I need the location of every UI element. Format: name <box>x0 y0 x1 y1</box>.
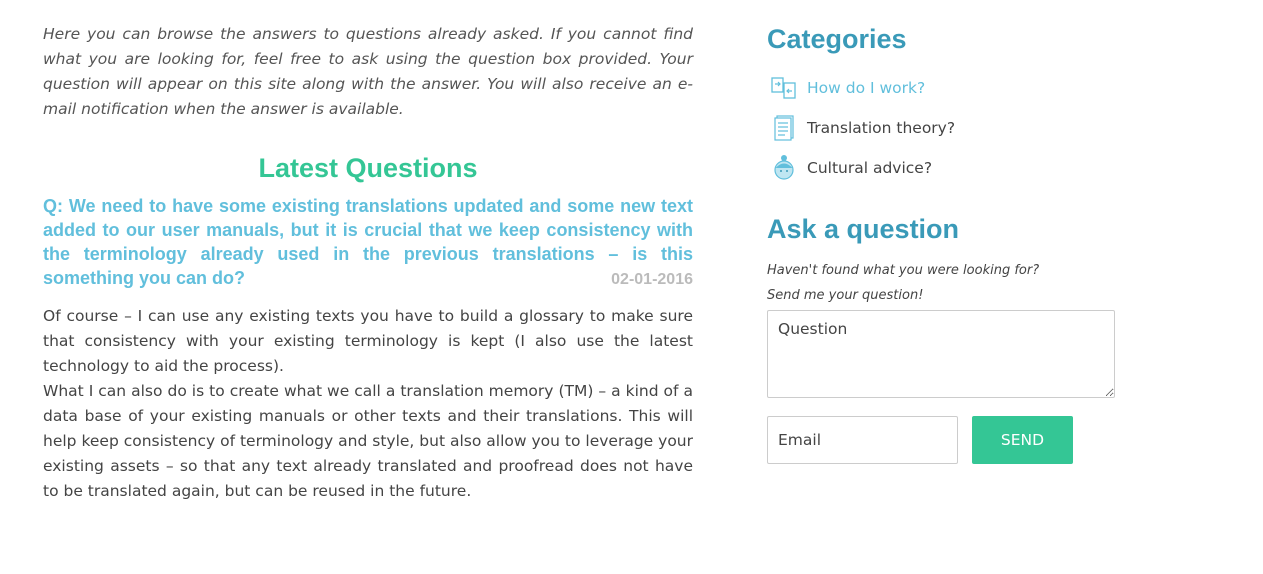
categories-title: Categories <box>767 24 907 54</box>
category-item-how-do-i-work[interactable] <box>767 68 1127 108</box>
ask-question-title: Ask a question <box>767 214 960 244</box>
category-label: Cultural advice? <box>807 159 933 177</box>
category-label: How do I work? <box>807 79 926 97</box>
email-field[interactable] <box>767 416 958 464</box>
main-content <box>43 22 693 504</box>
answer-paragraph: Of course – I can use any existing texts you have to build a glossary to make sure that consistency with your existing terminology is kept (I also use the latest technology to aid the process). <box>43 307 693 375</box>
category-label: Translation theory? <box>807 119 956 137</box>
answer-text <box>43 304 693 504</box>
question-text: Q: We need to have some existing translations updated and some new text added to our user manuals, but it is crucial that we keep consistency with the terminology already used in the previous translations – is this something you can do? <box>43 196 693 288</box>
document-icon <box>771 114 797 142</box>
category-item-translation-theory[interactable] <box>767 108 1127 148</box>
categories-list <box>767 68 1127 188</box>
answer-paragraph: What I can also do is to create what we call a translation memory (TM) – a kind of a data base of your existing manuals or other texts and their translations. This will help keep consistency of terminology and style, but also allow you to leverage your existing assets – so that any text already translated and proofread does not have to be translated again, but can be reused in the future. <box>43 382 693 500</box>
ask-hint <box>767 258 1127 308</box>
email-send-row <box>767 416 1127 464</box>
translate-icon <box>771 74 797 102</box>
intro-text: Here you can browse the answers to questions already asked. If you cannot find what you are looking for, feel free to ask using the question box provided. Your question will appear on this site along with the answer. You will also receive an e-mail notification when the answer is available. <box>43 25 693 118</box>
ask-hint-line: Haven't found what you were looking for? <box>767 263 1040 278</box>
question-date: 02-01-2016 <box>611 271 693 288</box>
ask-hint-line: Send me your question! <box>767 288 924 303</box>
person-icon <box>771 154 797 182</box>
sidebar <box>767 20 1127 464</box>
category-item-cultural-advice[interactable] <box>767 148 1127 188</box>
latest-questions-title: Latest Questions <box>258 153 478 183</box>
question-item <box>43 194 693 292</box>
send-button[interactable]: SEND <box>972 416 1073 464</box>
question-textarea[interactable] <box>767 310 1115 398</box>
